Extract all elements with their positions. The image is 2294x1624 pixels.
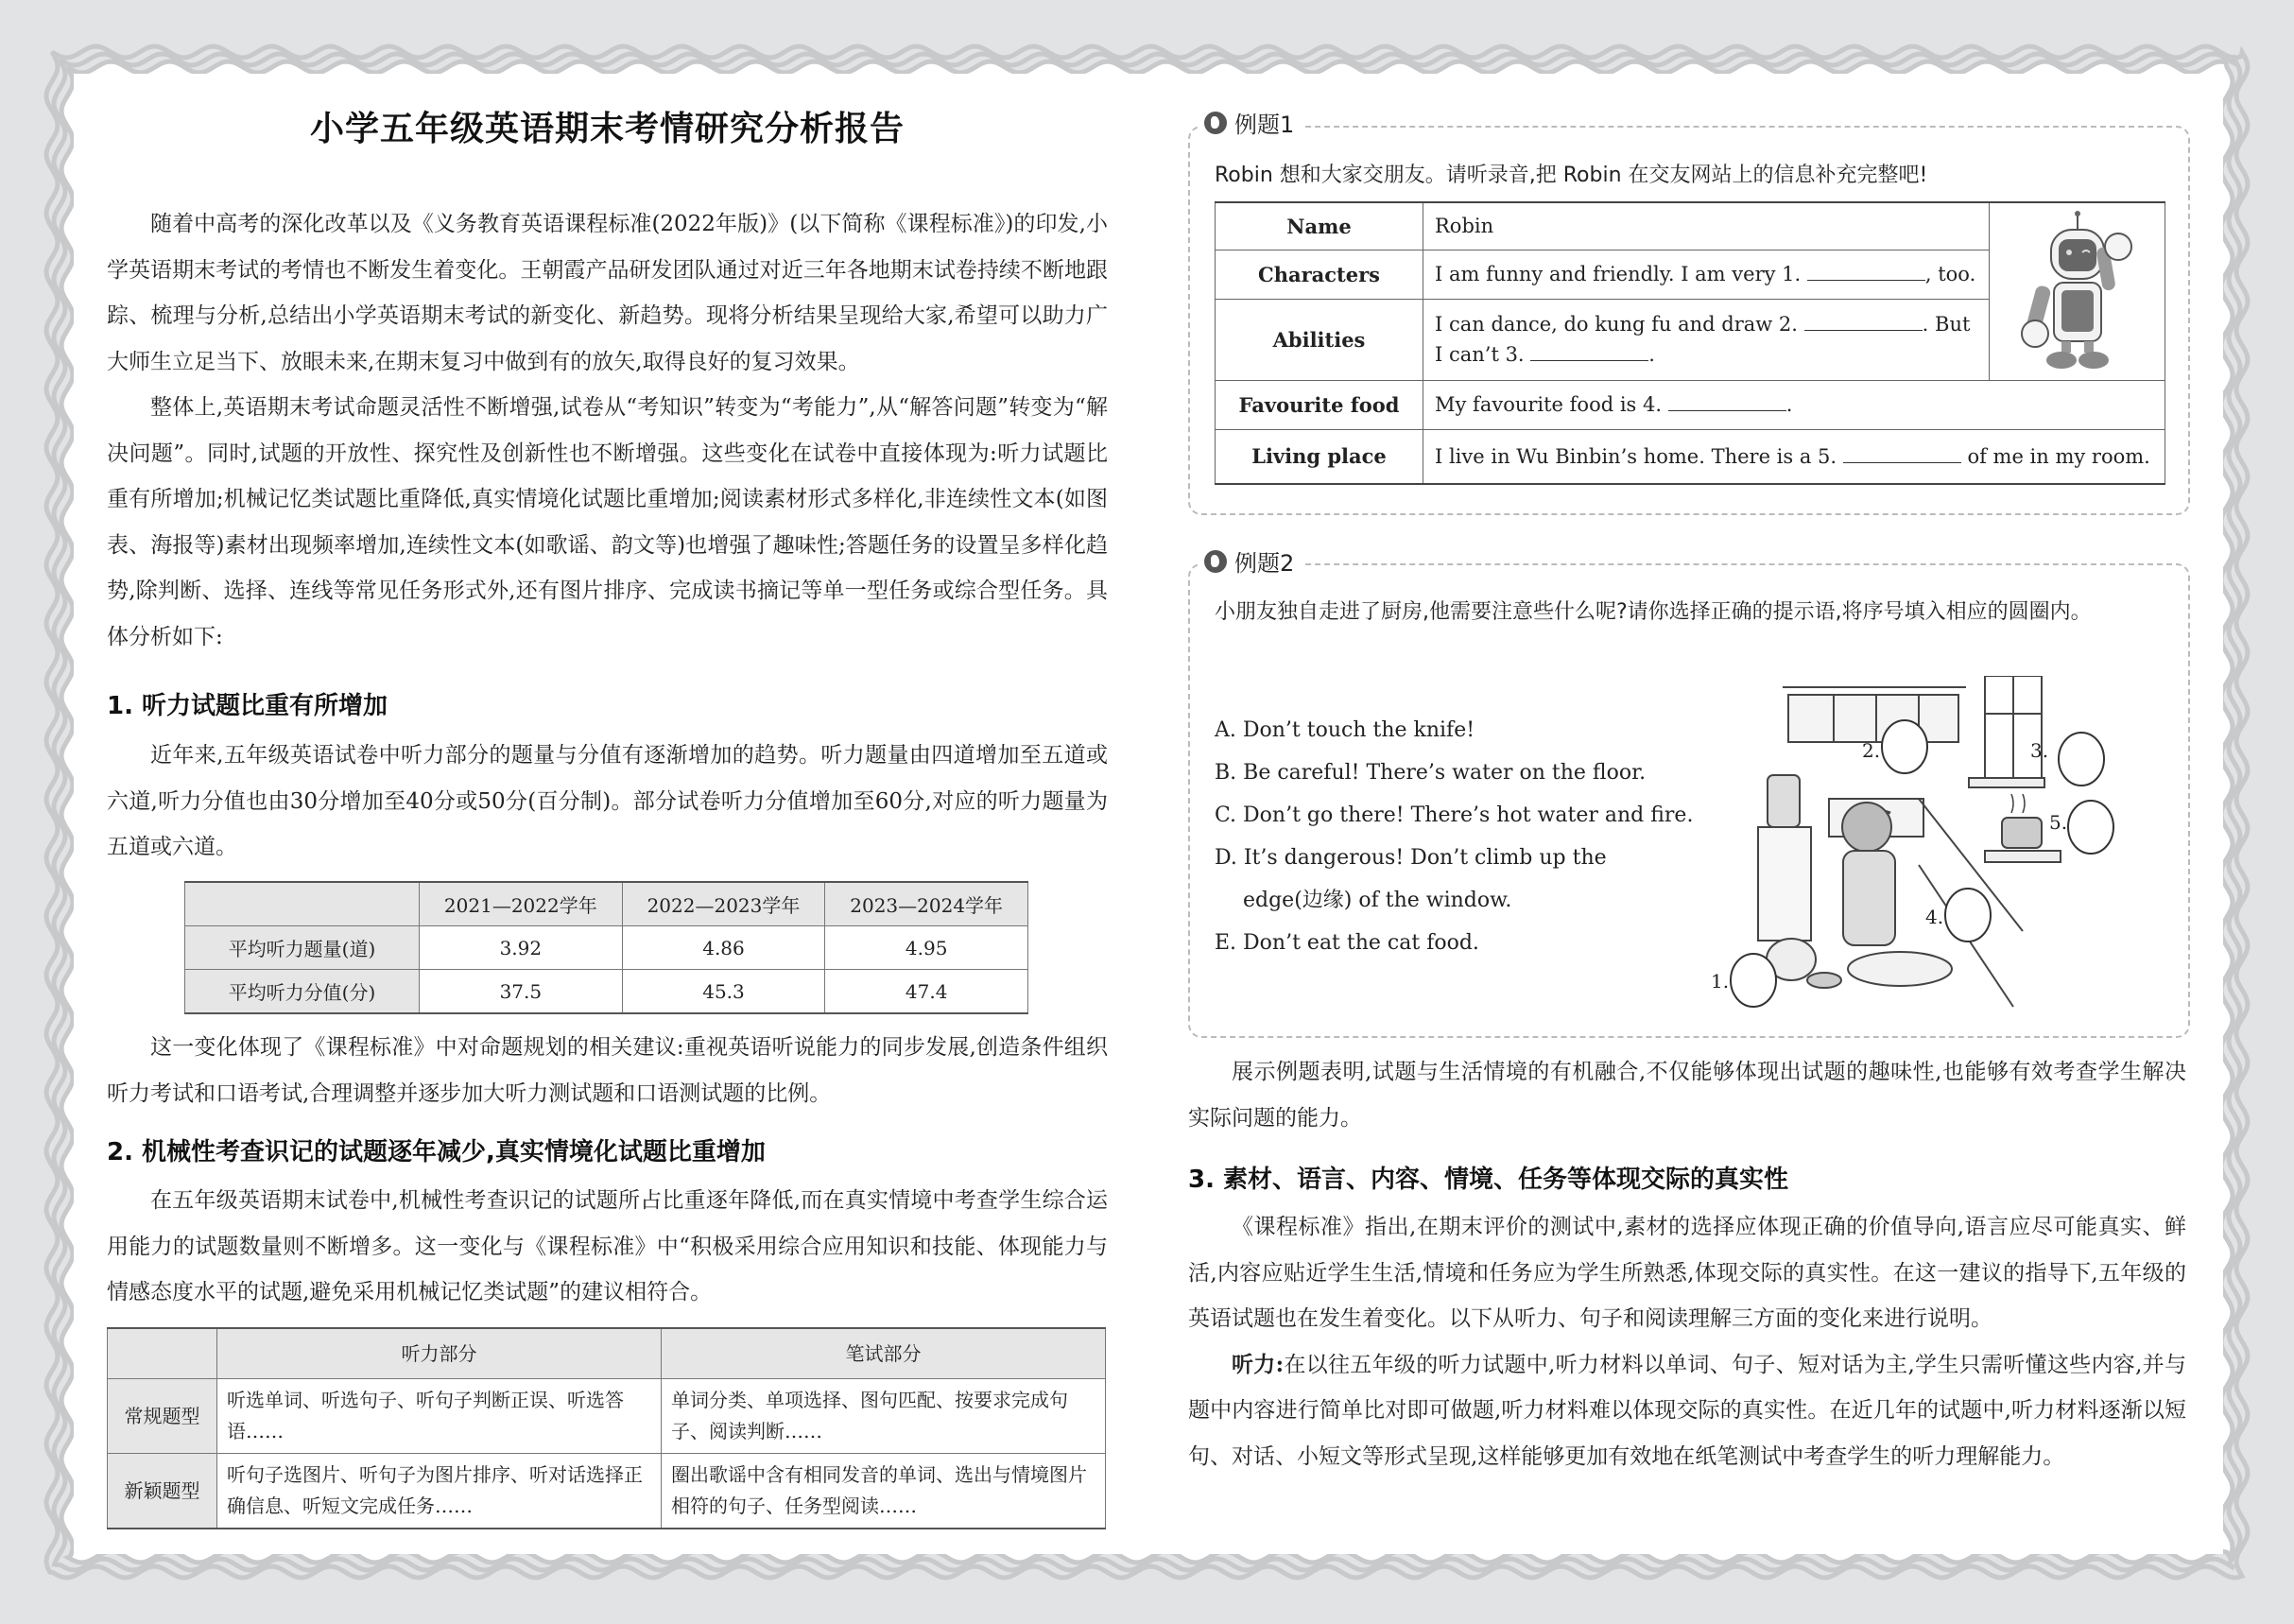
table-cell: 圈出歌谣中含有相同发音的单词、选出与情境图片相符的句子、任务型阅读……: [662, 1454, 1106, 1529]
row-value: [1423, 380, 2165, 429]
example2-label: [1200, 544, 1303, 578]
kitchen-illustration: [1701, 676, 2146, 1016]
answer-blank-1[interactable]: [1807, 263, 1925, 281]
table-cell: 听句子选图片、听句子为图片排序、听对话选择正确信息、听短文完成任务……: [217, 1454, 662, 1529]
table-cell: 单词分类、单项选择、图句匹配、按要求完成句子、阅读判断……: [662, 1379, 1106, 1454]
table-header-cell: 笔试部分: [662, 1328, 1106, 1379]
section1-paragraph: 近年来,五年级英语试卷中听力部分的题量与分值有逐渐增加的趋势。听力题量由四道增加至五道或六道,听力分值也由30分增加至40分或50分(百分制)。部分试卷听力分值增加至60分,对应的听力题量为五道或六道。: [107, 743, 1108, 859]
value-text: My favourite food is 4.: [1435, 393, 1663, 416]
section2-heading: 2. 机械性考查识记的试题逐年减少,真实情境化试题比重增加: [107, 1138, 766, 1166]
table-header-cell: 听力部分: [217, 1328, 662, 1379]
row-value: [1423, 429, 2165, 484]
table-row: [185, 970, 1028, 1014]
table-cell: 3.92: [420, 926, 623, 970]
table-cell: 47.4: [825, 970, 1028, 1014]
table-cell: 37.5: [420, 970, 623, 1014]
robot-illustration-cell: [1990, 202, 2165, 380]
row-label: 常规题型: [108, 1379, 217, 1454]
example1-label-text: 例题1: [1234, 112, 1295, 138]
answer-blank-4[interactable]: [1668, 393, 1786, 411]
value-text: I live in Wu Binbin’s home. There is a 5.: [1435, 444, 1837, 468]
listening-paragraph: [1188, 1342, 2186, 1480]
option-a: A. Don’t touch the knife!: [1215, 718, 1475, 742]
option-d: D. It’s dangerous! Don’t climb up the: [1215, 846, 1607, 870]
row-label: 平均听力分值(分): [185, 970, 420, 1014]
table-row: [1216, 380, 2165, 429]
answer-blank-5[interactable]: [1843, 445, 1961, 463]
listening-stats-table: [184, 881, 1028, 1014]
value-text: .: [1648, 343, 1655, 366]
row-value: [1423, 299, 1990, 380]
circle-label-2: 2.: [1862, 739, 1881, 762]
option-b: B. Be careful! There’s water on the floor.: [1215, 761, 1647, 785]
table-row: [1216, 202, 2165, 250]
table-header-cell: [108, 1328, 217, 1379]
listening-label: 听力:: [1232, 1351, 1285, 1377]
value-text: I am funny and friendly. I am very 1.: [1435, 263, 1802, 285]
table-cell: 4.86: [622, 926, 825, 970]
listening-text: 在以往五年级的听力试题中,听力材料以单词、句子、短对话为主,学生只需听懂这些内容,并与题中内容进行简单比对即可做题,听力材料难以体现交际的真实性。在近几年的试题中,听力材料逐渐以短句、对话、小短文等形式呈现,这样能够更加有效地在纸笔测试中考查学生的听力理解能力。: [1188, 1352, 2186, 1469]
section1-heading: 1. 听力试题比重有所增加: [107, 692, 388, 720]
table-row: [1216, 429, 2165, 484]
row-key: Characters: [1216, 250, 1423, 299]
intro-paragraph-1: 随着中高考的深化改革以及《义务教育英语课程标准(2022年版)》(以下简称《课程标准》)的印发,小学英语期末考试的考情也不断发生着变化。王朝霞产品研发团队通过对近三年各地期末试卷持续不断地跟踪、梳理与分析,总结出小学英语期末考试的新变化、新趋势。现将分析结果呈现给大家,希望可以助力广大师生立足当下、放眼未来,在期末复习中做到有的放矢,取得良好的复习效果。: [107, 212, 1108, 374]
row-key: Favourite food: [1216, 380, 1423, 429]
section1-conclusion: 这一变化体现了《课程标准》中对命题规划的相关建议:重视英语听说能力的同步发展,创造条件组织听力考试和口语考试,合理调整并逐步加大听力测试题和口语测试题的比例。: [107, 1035, 1108, 1106]
value-text: of me in my room.: [1960, 444, 2150, 468]
value-text: I can dance, do kung fu and draw 2.: [1435, 313, 1798, 336]
intro-section: [107, 201, 1108, 660]
table-header-cell: 2021—2022学年: [420, 882, 623, 926]
answer-blank-2[interactable]: [1804, 313, 1923, 331]
answer-blank-3[interactable]: [1530, 343, 1648, 361]
value-text: . But I can’t 3.: [1435, 313, 1971, 366]
table-row: [185, 926, 1028, 970]
table-header-row: [108, 1328, 1106, 1379]
question-types-table: [107, 1327, 1106, 1529]
row-key: Living place: [1216, 429, 1423, 484]
option-d-continued: edge(边缘) of the window.: [1243, 889, 1512, 912]
robin-info-table: [1215, 201, 2165, 485]
answer-circle-4: [1945, 889, 1991, 942]
answer-circle-2: [1882, 720, 1927, 773]
answer-circle-5: [2068, 801, 2113, 854]
table-cell: 听选单词、听选句子、听句子判断正误、听选答语……: [217, 1379, 662, 1454]
row-value: [1423, 250, 1990, 299]
row-key: Abilities: [1216, 299, 1423, 380]
row-key: Name: [1216, 202, 1423, 250]
table-row: [108, 1379, 1106, 1454]
row-label: 平均听力题量(道): [185, 926, 420, 970]
answer-circle-1: [1731, 954, 1776, 1007]
example2-instruction: 小朋友独自走进了厨房,他需要注意些什么呢?请你选择正确的提示语,将序号填入相应的圆圈内。: [1215, 600, 2092, 624]
answer-circle-3: [2059, 733, 2104, 786]
value-text: , too.: [1924, 263, 1976, 285]
circle-label-4: 4.: [1925, 906, 1944, 928]
page-title: 小学五年级英语期末考情研究分析报告: [309, 110, 905, 148]
example1-label: [1200, 106, 1303, 139]
circle-label-3: 3.: [2030, 739, 2049, 762]
globe-icon: [1204, 550, 1227, 573]
examples-conclusion: 展示例题表明,试题与生活情境的有机融合,不仅能够体现出试题的趣味性,也能够有效考查学生解决实际问题的能力。: [1188, 1060, 2186, 1131]
table-header-cell: 2023—2024学年: [825, 882, 1028, 926]
globe-icon: [1204, 112, 1227, 134]
table-cell: 4.95: [825, 926, 1028, 970]
section2-paragraph: 在五年级英语期末试卷中,机械性考查识记的试题所占比重逐年降低,而在真实情境中考查学生综合运用能力的试题数量则不断增多。这一变化与《课程标准》中“积极采用综合应用知识和技能、体现能力与情感态度水平的试题,避免采用机械记忆类试题”的建议相符合。: [107, 1188, 1108, 1304]
table-cell: 45.3: [622, 970, 825, 1014]
example1-instruction: Robin 想和大家交朋友。请听录音,把 Robin 在交友网站上的信息补充完整吧!: [1215, 164, 1928, 187]
circle-label-1: 1.: [1711, 970, 1730, 993]
section3-heading: 3. 素材、语言、内容、情境、任务等体现交际的真实性: [1188, 1166, 1789, 1194]
option-c: C. Don’t go there! There’s hot water and fire.: [1215, 803, 1694, 827]
circle-label-5: 5.: [2049, 811, 2068, 834]
row-value: Robin: [1423, 202, 1990, 250]
robot-illustration: [2007, 209, 2148, 370]
example2-label-text: 例题2: [1234, 550, 1295, 577]
row-label: 新颖题型: [108, 1454, 217, 1529]
table-header-row: [185, 882, 1028, 926]
value-text: .: [1785, 393, 1793, 416]
option-e: E. Don’t eat the cat food.: [1215, 931, 1479, 955]
table-header-cell: [185, 882, 420, 926]
example2-options: [1215, 709, 1706, 964]
section3-paragraph: 《课程标准》指出,在期末评价的测试中,素材的选择应体现正确的价值导向,语言应尽可能真实、鲜活,内容应贴近学生生活,情境和任务应为学生所熟悉,体现交际的真实性。在这一建议的指导下,五年级的英语试题也在发生着变化。以下从听力、句子和阅读理解三方面的变化来进行说明。: [1188, 1215, 2186, 1331]
intro-paragraph-2: 整体上,英语期末考试命题灵活性不断增强,试卷从“考知识”转变为“考能力”,从“解答问题”转变为“解决问题”。同时,试题的开放性、探究性及创新性也不断增强。这些变化在试卷中直接体现为:听力试题比重有所增加;机械记忆类试题比重降低,真实情境化试题比重增加;阅读素材形式多样化,非连续性文本(如图表、海报等)素材出现频率增加,连续性文本(如歌谣、韵文等)也增强了趣味性;答题任务的设置呈多样化趋势,除判断、选择、连线等常见任务形式外,还有图片排序、完成读书摘记等单一型任务或综合型任务。具体分析如下:: [107, 395, 1108, 649]
table-header-cell: 2022—2023学年: [622, 882, 825, 926]
table-row: [108, 1454, 1106, 1529]
